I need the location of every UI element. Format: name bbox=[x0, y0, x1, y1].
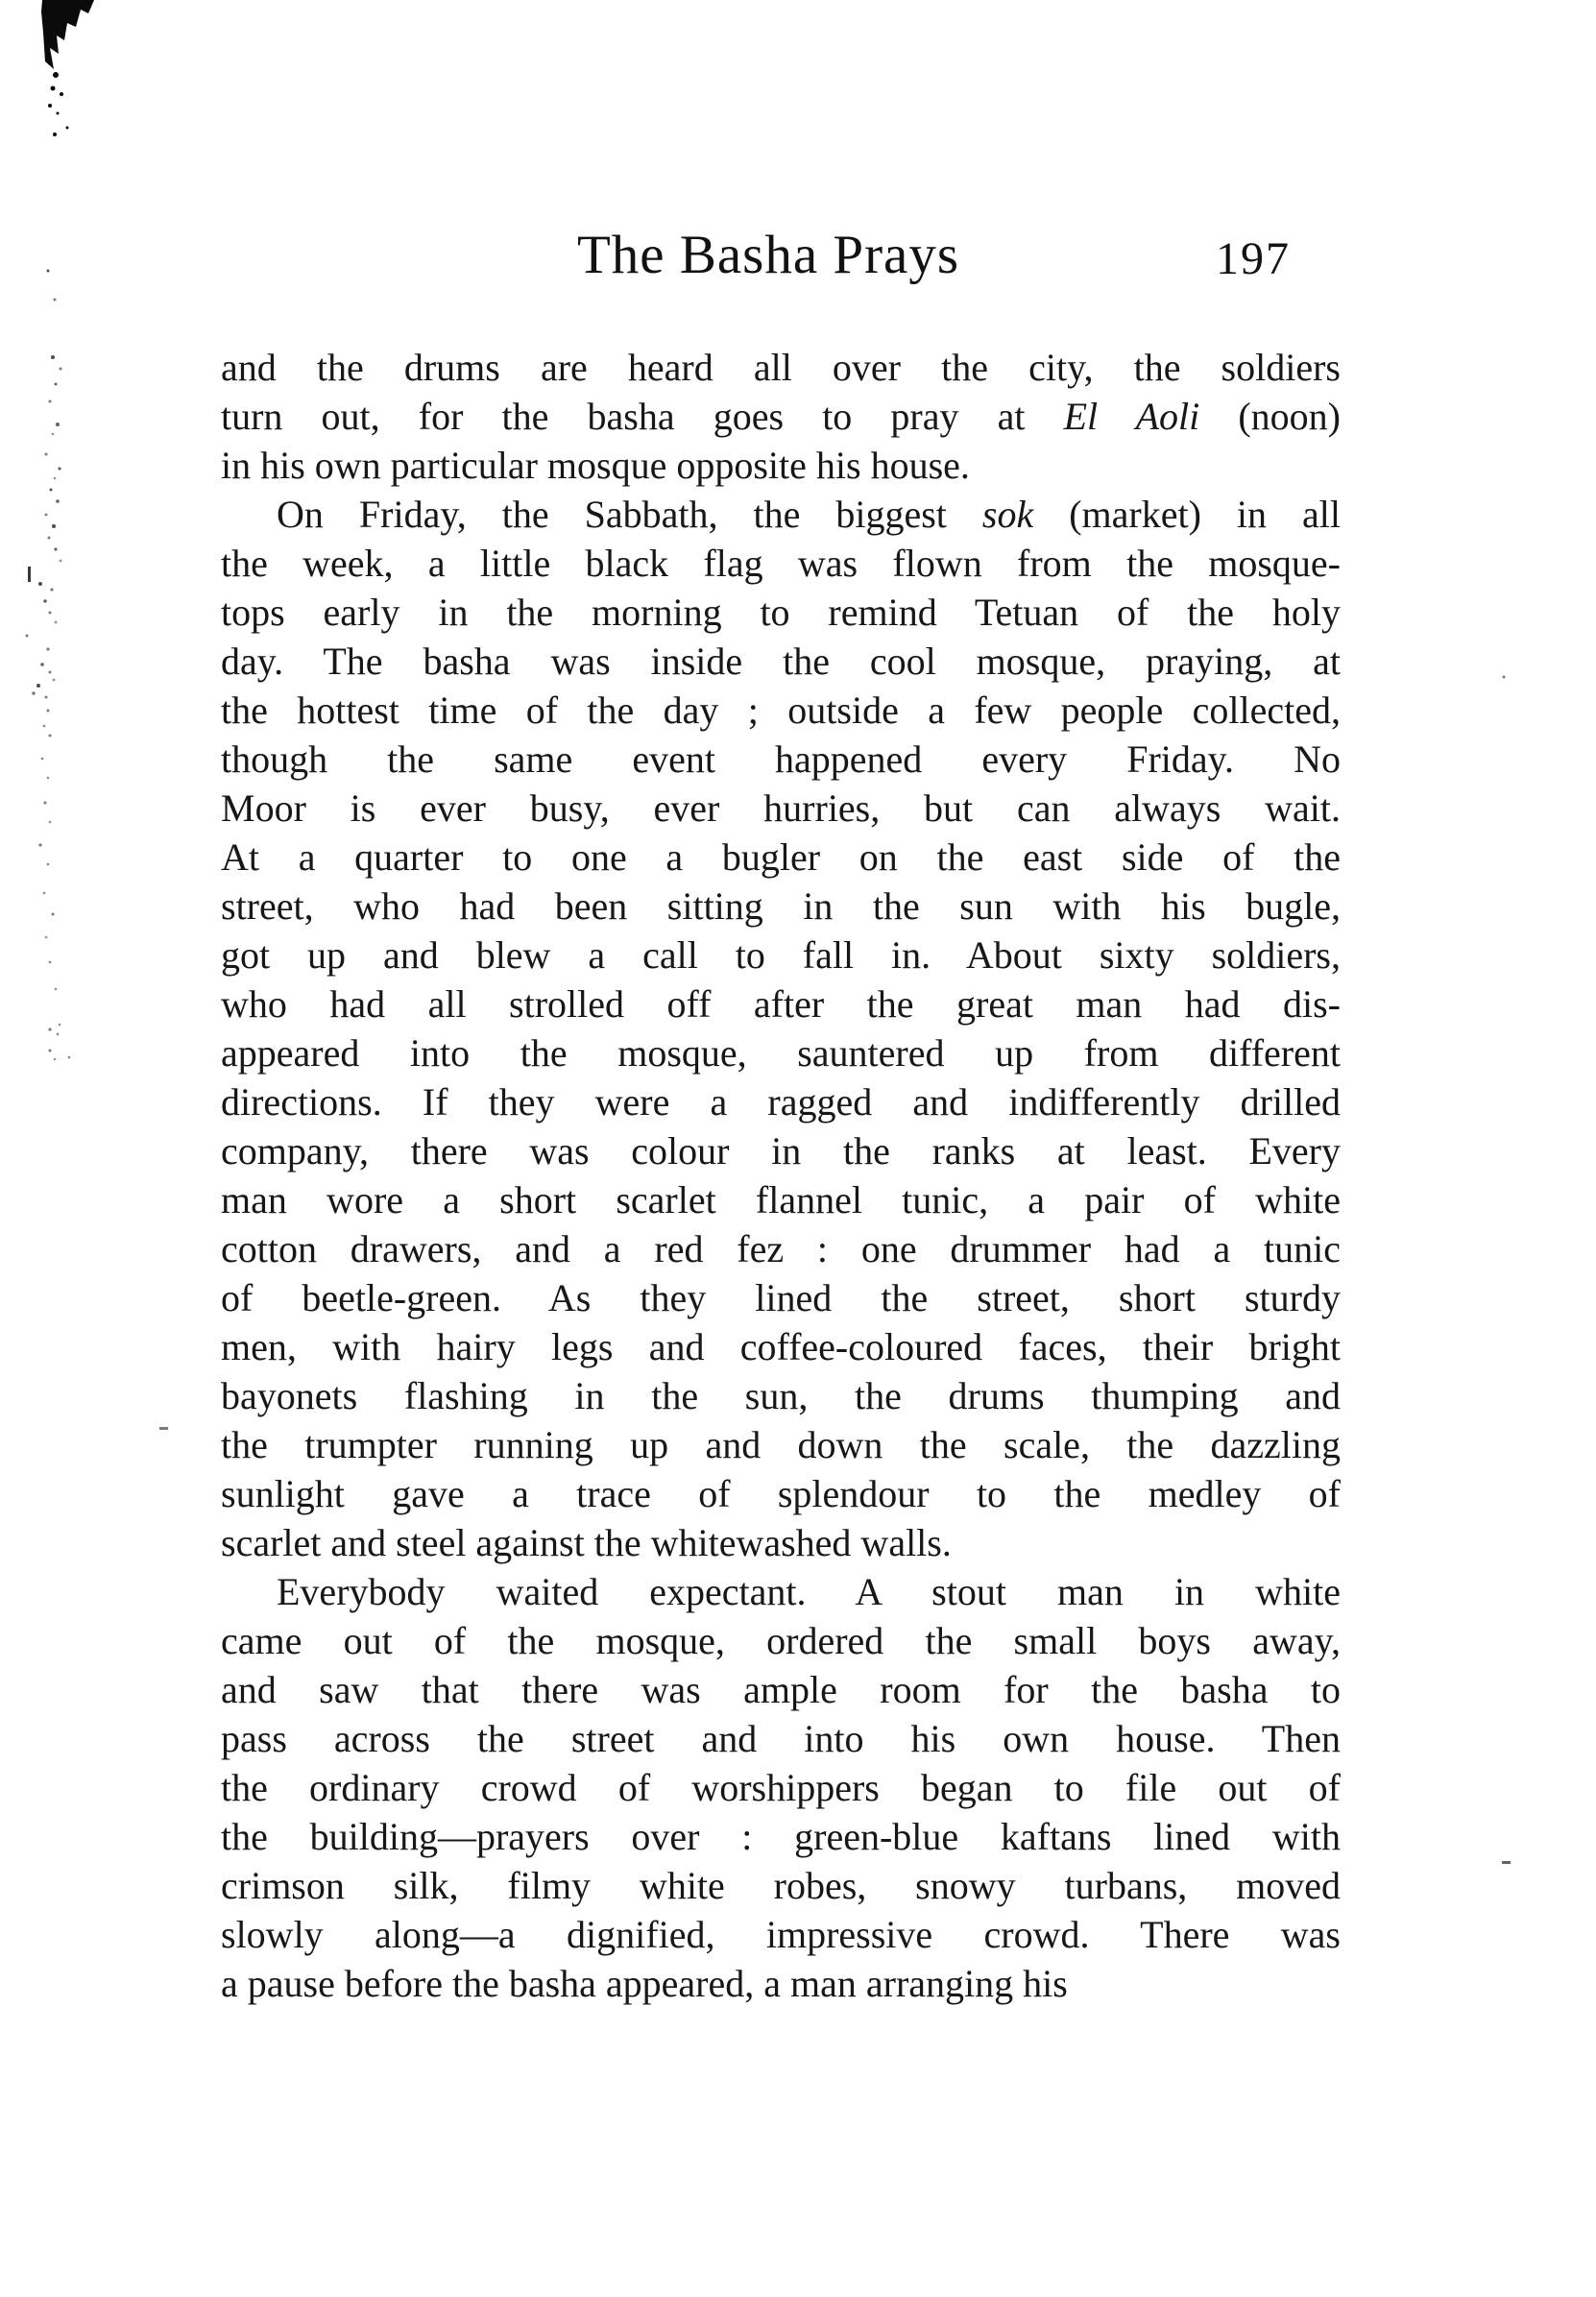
text-line bbox=[221, 1028, 1341, 1077]
text-run: scarlet and steel against the whitewashed walls. bbox=[221, 1521, 952, 1564]
text-run: the hottest time of the day ; outside a few people collected, bbox=[221, 689, 1341, 732]
text-line bbox=[221, 882, 1341, 931]
text-run: the week, a little black flag was flown from the mosque- bbox=[221, 542, 1341, 585]
italic-text-run: sok bbox=[981, 493, 1034, 536]
text-run: tops early in the morning to remind Tetuan of the holy bbox=[221, 591, 1341, 634]
text-line bbox=[221, 833, 1341, 882]
text-line bbox=[221, 1126, 1341, 1175]
page-number: 197 bbox=[1216, 233, 1291, 284]
text-run: Everybody waited expectant. A stout man in white bbox=[277, 1570, 1341, 1613]
text-run: men, with hairy legs and coffee-coloured faces, their bright bbox=[221, 1325, 1341, 1368]
text-run: slowly along—a dignified, impressive crowd. There was bbox=[221, 1913, 1341, 1956]
text-line bbox=[221, 1861, 1341, 1910]
text-line bbox=[221, 539, 1341, 588]
text-line bbox=[221, 1567, 1341, 1616]
text-line bbox=[221, 1273, 1341, 1322]
text-line bbox=[221, 686, 1341, 735]
ink-blot-artifact bbox=[41, 0, 94, 136]
text-run: got up and blew a call to fall in. About sixty soldiers, bbox=[221, 933, 1341, 977]
text-line bbox=[221, 1420, 1341, 1469]
text-run: and saw that there was ample room for the basha to bbox=[221, 1668, 1341, 1711]
text-run: the ordinary crowd of worshippers began to file out of bbox=[221, 1766, 1341, 1809]
text-run: day. The basha was inside the cool mosque, praying, at bbox=[221, 640, 1341, 683]
text-run: pass across the street and into his own house. Then bbox=[221, 1717, 1341, 1760]
text-line bbox=[221, 588, 1341, 637]
text-column bbox=[221, 343, 1341, 2008]
text-run: in his own particular mosque opposite his house. bbox=[221, 444, 970, 487]
text-line bbox=[221, 1469, 1341, 1518]
text-run: and the drums are heard all over the city, the soldiers bbox=[221, 346, 1341, 389]
text-run: though the same event happened every Friday. No bbox=[221, 737, 1341, 781]
text-run: directions. If they were a ragged and indifferently drilled bbox=[221, 1080, 1341, 1124]
text-line bbox=[221, 441, 1341, 490]
text-run: the trumpter running up and down the scale, the dazzling bbox=[221, 1423, 1341, 1466]
text-line bbox=[221, 784, 1341, 833]
text-run: came out of the mosque, ordered the small boys away, bbox=[221, 1619, 1341, 1662]
text-run: cotton drawers, and a red fez : one drummer had a tunic bbox=[221, 1227, 1341, 1270]
text-line bbox=[221, 343, 1341, 392]
text-run: appeared into the mosque, sauntered up from different bbox=[221, 1031, 1341, 1075]
text-run: a pause before the basha appeared, a man arranging his bbox=[221, 1962, 1068, 2005]
text-run: of beetle-green. As they lined the street, short sturdy bbox=[221, 1276, 1341, 1319]
text-line bbox=[221, 979, 1341, 1028]
text-line bbox=[221, 1665, 1341, 1714]
text-run: At a quarter to one a bugler on the east side of the bbox=[221, 835, 1341, 879]
text-run: On Friday, the Sabbath, the biggest bbox=[277, 493, 982, 536]
text-line bbox=[221, 1763, 1341, 1812]
text-run: street, who had been sitting in the sun with his bugle, bbox=[221, 884, 1341, 928]
page-title: The Basha Prays bbox=[576, 225, 960, 285]
text-line bbox=[221, 931, 1341, 979]
text-run: (market) in all bbox=[1033, 493, 1341, 536]
text-line bbox=[221, 1959, 1341, 2008]
text-line bbox=[221, 1175, 1341, 1224]
text-run: company, there was colour in the ranks at least. Every bbox=[221, 1129, 1341, 1173]
text-line bbox=[221, 1518, 1341, 1567]
italic-text-run: El Aoli bbox=[1063, 395, 1200, 438]
text-run: who had all strolled off after the great man had dis- bbox=[221, 982, 1341, 1026]
text-line bbox=[221, 1224, 1341, 1273]
text-run: sunlight gave a trace of splendour to the medley of bbox=[221, 1472, 1341, 1515]
text-run: turn out, for the basha goes to pray at bbox=[221, 395, 1064, 438]
text-line bbox=[221, 392, 1341, 441]
text-line bbox=[221, 1910, 1341, 1959]
text-run: bayonets flashing in the sun, the drums thumping and bbox=[221, 1374, 1341, 1417]
text-line bbox=[221, 637, 1341, 686]
text-line bbox=[221, 1714, 1341, 1763]
text-run: the building—prayers over : green-blue kaftans lined with bbox=[221, 1815, 1341, 1858]
text-run: man wore a short scarlet flannel tunic, a pair of white bbox=[221, 1178, 1341, 1221]
text-line bbox=[221, 1812, 1341, 1861]
text-line bbox=[221, 735, 1341, 784]
text-line bbox=[221, 1371, 1341, 1420]
text-line bbox=[221, 1322, 1341, 1371]
text-line bbox=[221, 490, 1341, 539]
text-line bbox=[221, 1616, 1341, 1665]
text-run: (noon) bbox=[1199, 395, 1341, 438]
text-run: crimson silk, filmy white robes, snowy turbans, moved bbox=[221, 1864, 1341, 1907]
text-run: Moor is ever busy, ever hurries, but can always wait. bbox=[221, 786, 1341, 830]
text-line bbox=[221, 1077, 1341, 1126]
